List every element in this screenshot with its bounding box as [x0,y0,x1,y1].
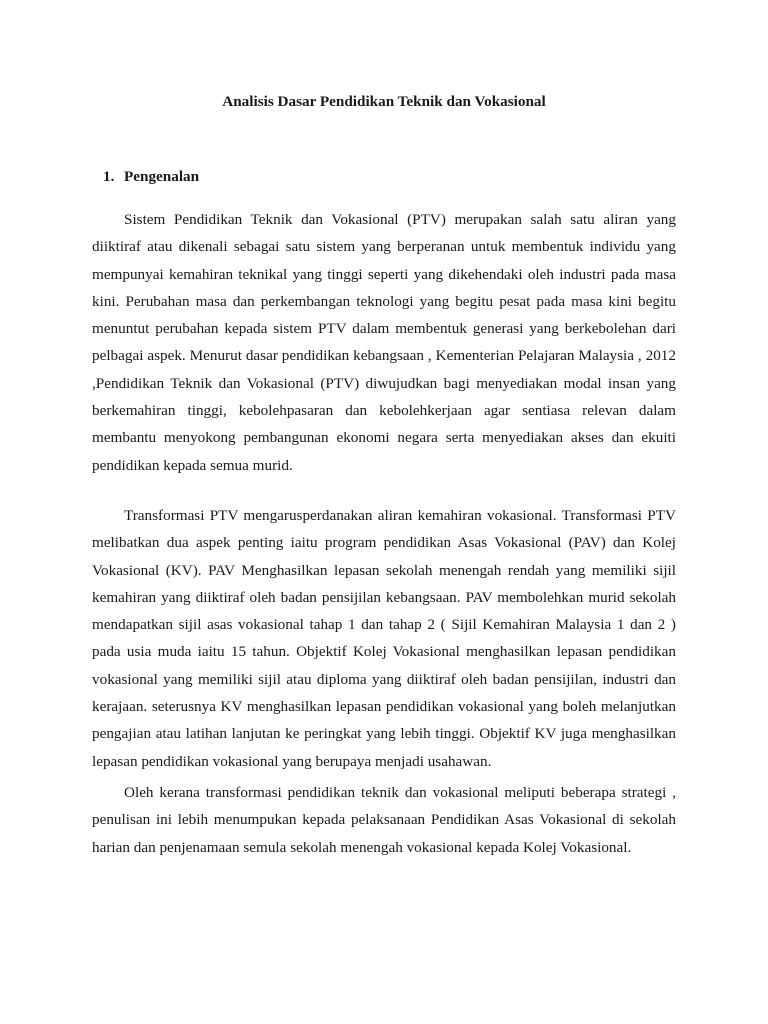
section-heading [103,167,199,187]
paragraph-transformation: Transformasi PTV mengarusperdanakan aliran kemahiran vokasional. Transformasi PTV melibatkan dua aspek penting iaitu program pendidikan Asas Vokasional (PAV) dan Kolej Vokasional (KV). PAV Menghasilkan lepasan sekolah menengah rendah yang memiliki sijil kemahiran yang diiktiraf oleh badan pensijilan kebangsaan. PAV membolehkan murid sekolah mendapatkan sijil asas vokasional tahap 1 dan tahap 2 ( Sijil Kemahiran Malaysia 1 dan 2 ) pada usia muda iaitu 15 tahun. Objektif Kolej Vokasional menghasilkan lepasan pendidikan vokasional yang memiliki sijil atau diploma yang diiktiraf oleh badan pensijilan, industri dan kerajaan. seterusnya KV menghasilkan lepasan pendidikan vokasional yang boleh melanjutkan pengajian atau latihan lanjutan ke peringkat yang lebih tinggi. Objektif KV juga menghasilkan lepasan pendidikan vokasional yang berupaya menjadi usahawan. [92,507,676,770]
section-number: 1. [103,168,115,185]
section-title: Pengenalan [124,168,200,185]
paragraph-intro: Sistem Pendidikan Teknik dan Vokasional (PTV) merupakan salah satu aliran yang diiktiraf atau dikenali sebagai satu sistem yang berperanan untuk membentuk individu yang mempunyai kemahiran teknikal yang tinggi seperti yang dikehendaki oleh industri pada masa kini. Perubahan masa dan perkembangan teknologi yang begitu pesat pada masa kini begitu menuntut perubahan kepada sistem PTV dalam membentuk generasi yang berkebolehan dari pelbagai aspek. Menurut dasar pendidikan kebangsaan , Kementerian Pelajaran Malaysia , 2012 ,Pendidikan Teknik dan Vokasional (PTV) diwujudkan bagi menyediakan modal insan yang berkemahiran tinggi, kebolehpasaran dan kebolehkerjaan agar sentiasa relevan dalam membantu menyokong pembangunan ekonomi negara serta menyediakan akses dan ekuiti pendidikan kepada semua murid. [92,211,676,474]
paragraph-focus: Oleh kerana transformasi pendidikan teknik dan vokasional meliputi beberapa strategi , penulisan ini lebih menumpukan kepada pelaksanaan Pendidikan Asas Vokasional di sekolah harian dan penjenamaan semula sekolah menengah vokasional kepada Kolej Vokasional. [92,784,676,856]
document-title: Analisis Dasar Pendidikan Teknik dan Vokasional [222,93,546,110]
